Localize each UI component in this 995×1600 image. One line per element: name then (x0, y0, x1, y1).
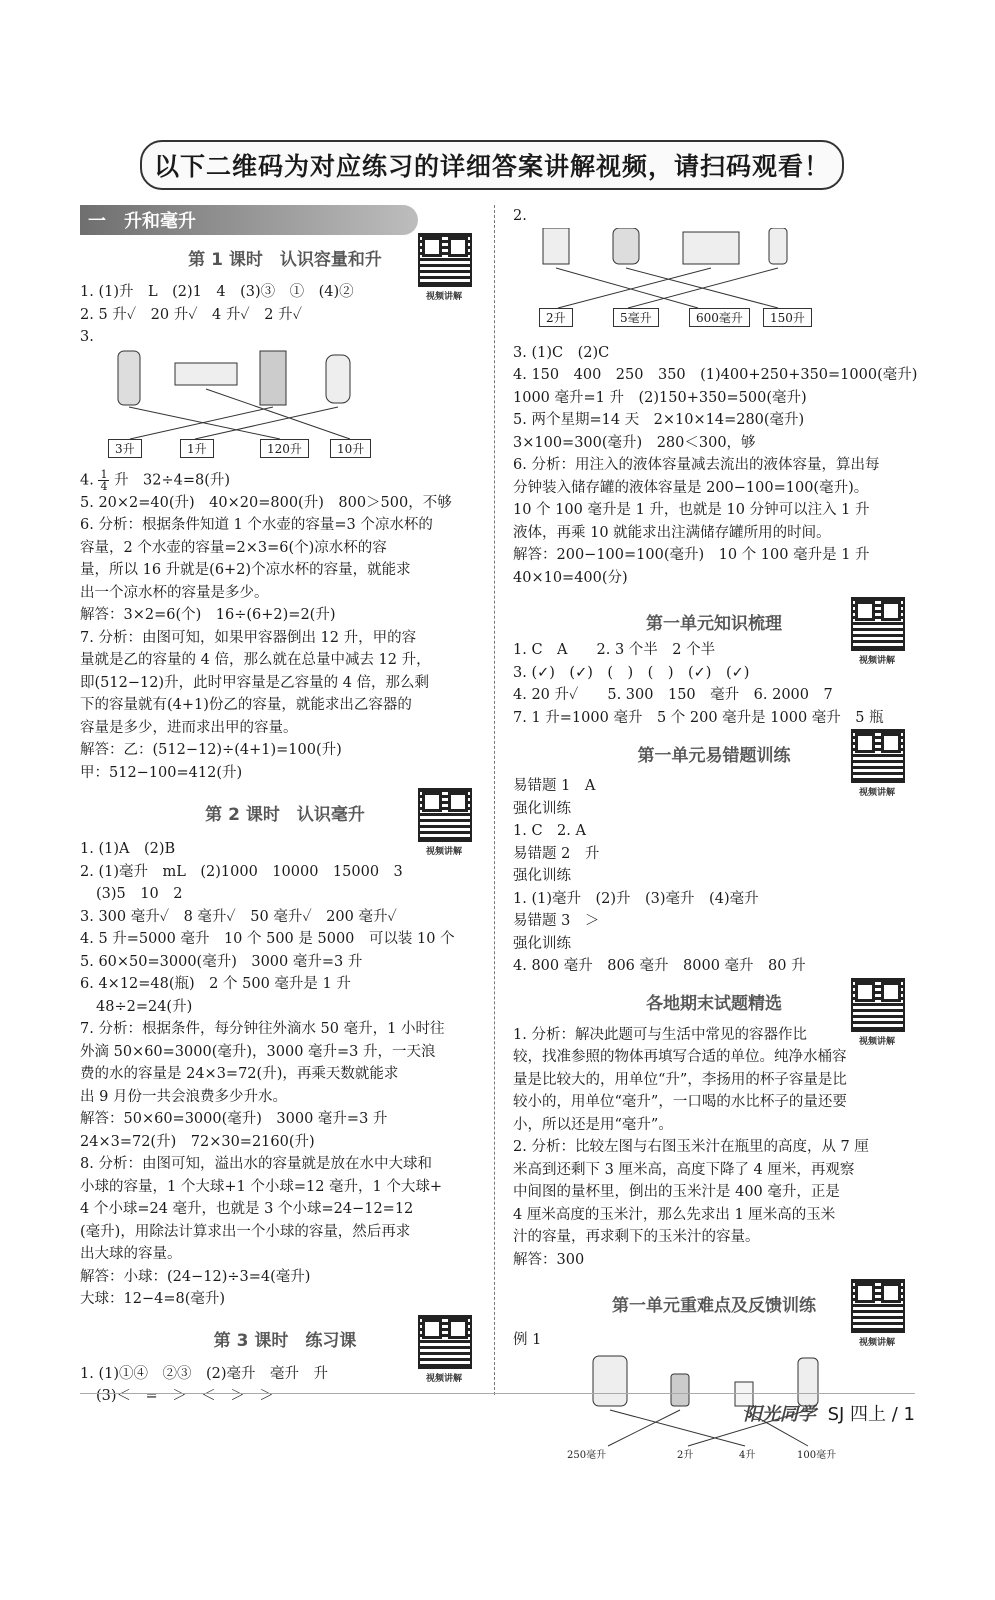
answer-line: 4. 5 升=5000 毫升 10 个 500 是 5000 可以装 10 个 (80, 931, 455, 947)
answer-line: 40×10=400(分) (513, 569, 628, 586)
answer-line: 易错题 2 升 (513, 845, 600, 862)
qr-caption: 视频讲解 (425, 292, 462, 302)
fraction: $\frac{1}{4}$ (100, 467, 108, 493)
answer-line: 2. 分析：比较左图与右图玉米汁在瓶里的高度，从 7 厘 (513, 1139, 869, 1155)
answer-line: 解答：3×2=6(个) 16÷(6+2)=2(升) (80, 607, 336, 623)
answer-line: 3. 300 毫升✓ 8 毫升✓ 50 毫升✓ 200 毫升✓ (80, 908, 397, 925)
example-label: 例 1 (513, 1332, 542, 1348)
footer (744, 1400, 915, 1426)
answer-line: (毫升)，用除法计算求出一个小球的容量，然后再求 (80, 1223, 411, 1240)
answer-line: 1. 分析：解决此题可与生活中常见的容器作比 (513, 1026, 807, 1043)
answer-line: 较，找准参照的物体再填写合适的单位。纯净水桶容 (513, 1049, 847, 1065)
answer-line: 大球：12−4=8(毫升) (80, 1291, 226, 1307)
answer-line: 4. 150 400 250 350 (1)400+250+350=1000(毫升) (513, 367, 918, 383)
right-top-answers (513, 342, 918, 590)
error-title: 第一单元易错题训练 视频讲解 (513, 735, 915, 771)
q3-box: 3升 (108, 439, 142, 458)
answer-line: 即(512−12)升，此时甲容量是乙容量的 4 倍，那么剩 (80, 674, 430, 691)
exam-title: 各地期末试题精选 视频讲解 (513, 984, 915, 1020)
answer-line: 小，所以还是用“毫升”。 (513, 1116, 673, 1133)
answer-line: 24×3=72(升) 72×30=2160(升) (80, 1133, 315, 1150)
qr-caption: 视频讲解 (858, 1338, 895, 1348)
answer-line: 小球的容量，1 个大球+1 个小球=12 毫升，1 个大球+ (80, 1178, 443, 1195)
column-divider (494, 205, 495, 1395)
example-box: 250毫升 (567, 1449, 607, 1461)
example-box: 2升 (677, 1449, 694, 1461)
q3-box: 1升 (180, 439, 214, 458)
q2-figure (513, 228, 915, 336)
answer-line: 4. $\frac{1}{4}$ 升 32÷4=8(升) (80, 467, 231, 493)
q2-box: 600毫升 (689, 308, 750, 327)
answer-line: 8. 分析：由图可知，溢出水的容量就是放在水中大球和 (80, 1156, 432, 1172)
answer-line: 解答：50×60=3000(毫升) 3000 毫升=3 升 (80, 1111, 388, 1127)
qr-code[interactable] (418, 788, 472, 842)
answer-line: 外滴 50×60=3000(毫升)，3000 毫升=3 升，一天浪 (80, 1043, 436, 1060)
answer-line: 费的水的容量是 24×3=72(升)，再乘天数就能求 (80, 1066, 399, 1082)
unit-title: 一 升和毫升 (80, 205, 418, 235)
answer-line: 4 厘米高度的玉米汁，那么先求出 1 厘米高的玉米 (513, 1206, 836, 1223)
answer-line: 容量，2 个水壶的容量=2×3=6(个)凉水杯的容 (80, 539, 387, 556)
qr-caption: 视频讲解 (425, 847, 462, 857)
answer-line: 1. (1)①④ ②③ (2)毫升 毫升 升 (80, 1365, 329, 1382)
left-column (80, 205, 490, 1408)
answer-line: 4. 800 毫升 806 毫升 8000 毫升 80 升 (513, 958, 806, 974)
answer-line: 出 9 月份一共会浪费多少升水。 (80, 1088, 287, 1105)
answer-line: 强化训练 (513, 868, 571, 884)
answer-line: 2. (1)毫升 mL (2)1000 10000 15000 3 (80, 863, 403, 880)
q3-figure (80, 349, 490, 461)
answer-line: 4. 20 升✓ 5. 300 150 毫升 6. 2000 7 (513, 687, 833, 703)
answer-line: 量，所以 16 升就是(6+2)个凉水杯的容量，就能求 (80, 562, 411, 578)
answer-line: 易错题 1 A (513, 778, 596, 794)
q2-box: 2升 (539, 308, 573, 327)
answer-line: 48÷2=24(升) (96, 998, 193, 1015)
answer-line: 3. (80, 329, 94, 345)
answer-line: 解答：300 (513, 1251, 585, 1268)
lesson2-title: 第 2 课时 认识毫升 视频讲解 (80, 794, 490, 830)
answer-line: 7. 分析：根据条件，每分钟往外滴水 50 毫升，1 小时往 (80, 1021, 445, 1037)
answer-line: 量是比较大的，用单位“升”，李扬用的杯子容量是比 (513, 1071, 847, 1088)
qr-caption: 视频讲解 (858, 788, 895, 798)
answer-line: 强化训练 (513, 800, 571, 817)
review-title: 第一单元知识梳理 视频讲解 (513, 603, 915, 639)
answer-line: 解答：乙：(512−12)÷(4+1)=100(升) (80, 742, 342, 758)
answer-line: 中间图的量杯里，倒出的玉米汁是 400 毫升，正是 (513, 1184, 840, 1200)
qr-code[interactable] (851, 978, 905, 1032)
qr-caption: 视频讲解 (858, 656, 895, 666)
answer-line: 量就是乙的容量的 4 倍，那么就在总量中减去 12 升， (80, 652, 431, 668)
answer-line: 分钟装入储存罐的液体容量是 200−100=100(毫升)。 (513, 479, 869, 496)
answer-line: 解答：200−100=100(毫升) 10 个 100 毫升是 1 升 (513, 547, 870, 563)
answer-line: 解答：小球：(24−12)÷3=4(毫升) (80, 1268, 311, 1285)
answer-line: 1. C A 2. 3 个半 2 个半 (513, 642, 716, 658)
qr-code[interactable] (851, 729, 905, 783)
answer-line: 易错题 3 ＞ (513, 913, 600, 929)
answer-line: 1. (1)毫升 (2)升 (3)毫升 (4)毫升 (513, 890, 759, 907)
answer-line: 较小的，用单位“毫升”，一口喝的水比杯子的量还要 (513, 1094, 847, 1110)
qr-code[interactable] (851, 597, 905, 651)
lesson1-title: 第 1 课时 认识容量和升 视频讲解 (80, 239, 490, 275)
qr-caption: 视频讲解 (858, 1036, 895, 1047)
answer-line: 下的容量就有(4+1)份乙的容量，就能求出乙容器的 (80, 697, 412, 713)
lesson3-title: 第 3 课时 练习课 视频讲解 (80, 1321, 490, 1357)
answer-line: 1. (1)升 L (2)1 4 (3)③ ① (4)② (80, 284, 354, 300)
q3-box: 120升 (260, 439, 309, 458)
answer-line: 6. 分析：用注入的液体容量减去流出的液体容量，算出每 (513, 457, 880, 473)
answer-line: 5. 两个星期=14 天 2×10×14=280(毫升) (513, 412, 805, 428)
answer-line: (3)5 10 2 (96, 886, 183, 902)
q2-box: 150升 (763, 308, 812, 327)
answer-line: 1000 毫升=1 升 (2)150+350=500(毫升) (513, 389, 807, 406)
answer-line: 3×100=300(毫升) 280＜300，够 (513, 434, 756, 451)
answer-line: 汁的容量，再求剩下的玉米汁的容量。 (513, 1229, 760, 1245)
answer-line: 7. 1 升=1000 毫升 5 个 200 毫升是 1000 毫升 5 瓶 (513, 709, 884, 726)
answer-line: 7. 分析：由图可知，如果甲容器倒出 12 升，甲的容 (80, 629, 417, 646)
q2-box: 5毫升 (613, 308, 659, 327)
answer-line: 液体，再乘 10 就能求出注满储存罐所用的时间。 (513, 524, 831, 541)
qr-code[interactable] (851, 1279, 905, 1333)
answer-line: 1. C 2. A (513, 823, 586, 839)
banner: 以下二维码为对应练习的详细答案讲解视频，请扫码观看！ (140, 140, 844, 190)
answer-line: 6. 4×12=48(瓶) 2 个 500 毫升是 1 升 (80, 976, 351, 992)
answer-line: 甲：512−100=412(升) (80, 764, 243, 781)
answer-line: 出大球的容量。 (80, 1246, 182, 1262)
answer-line: 1. (1)A (2)B (80, 841, 176, 857)
exam-answers (513, 1024, 915, 1272)
page-number: SJ 四上 / 1 (827, 1404, 915, 1425)
answer-line: 5. 60×50=3000(毫升) 3000 毫升=3 升 (80, 953, 363, 970)
right-column (513, 205, 918, 1462)
qr-caption: 视频讲解 (425, 1373, 462, 1384)
example-box: 100毫升 (797, 1449, 837, 1461)
answer-line: 4 个小球=24 毫升，也就是 3 个小球=24−12=12 (80, 1201, 414, 1217)
answer-line: 5. 20×2=40(升) 40×20=800(升) 800＞500，不够 (80, 494, 452, 511)
answer-line: 10 个 100 毫升是 1 升，也就是 10 分钟可以注入 1 升 (513, 502, 870, 518)
answer-line: (3)＜ = ＞ ＜ ＞ ＞ (96, 1388, 274, 1404)
answer-line: 6. 分析：根据条件知道 1 个水壶的容量=3 个凉水杯的 (80, 517, 433, 533)
footer-rule (80, 1393, 915, 1394)
answer-line: 3. (1)C (2)C (513, 344, 610, 361)
example-box: 4升 (739, 1449, 756, 1461)
key-title: 第一单元重难点及反馈训练 视频讲解 (513, 1285, 915, 1321)
answer-line: 米高到还剩下 3 厘米高，高度下降了 4 厘米，再观察 (513, 1161, 855, 1178)
answer-line: 强化训练 (513, 935, 571, 952)
qr-code[interactable] (418, 1315, 472, 1369)
answer-line: 3. (✓) (✓) ( ) ( ) (✓) (✓) (513, 664, 750, 681)
brand-logo: 阳光同学 (743, 1404, 816, 1425)
answer-line: 2. 5 升✓ 20 升✓ 4 升✓ 2 升✓ (80, 306, 302, 323)
answer-line: 出一个凉水杯的容量是多少。 (80, 584, 269, 601)
qr-code[interactable] (418, 233, 472, 287)
q3-box: 10升 (330, 439, 371, 458)
answer-line: 2. (513, 208, 527, 224)
error-answers (513, 775, 915, 978)
lesson2-answers (80, 838, 490, 1311)
answer-line: 容量是多少，进而求出甲的容量。 (80, 719, 298, 736)
